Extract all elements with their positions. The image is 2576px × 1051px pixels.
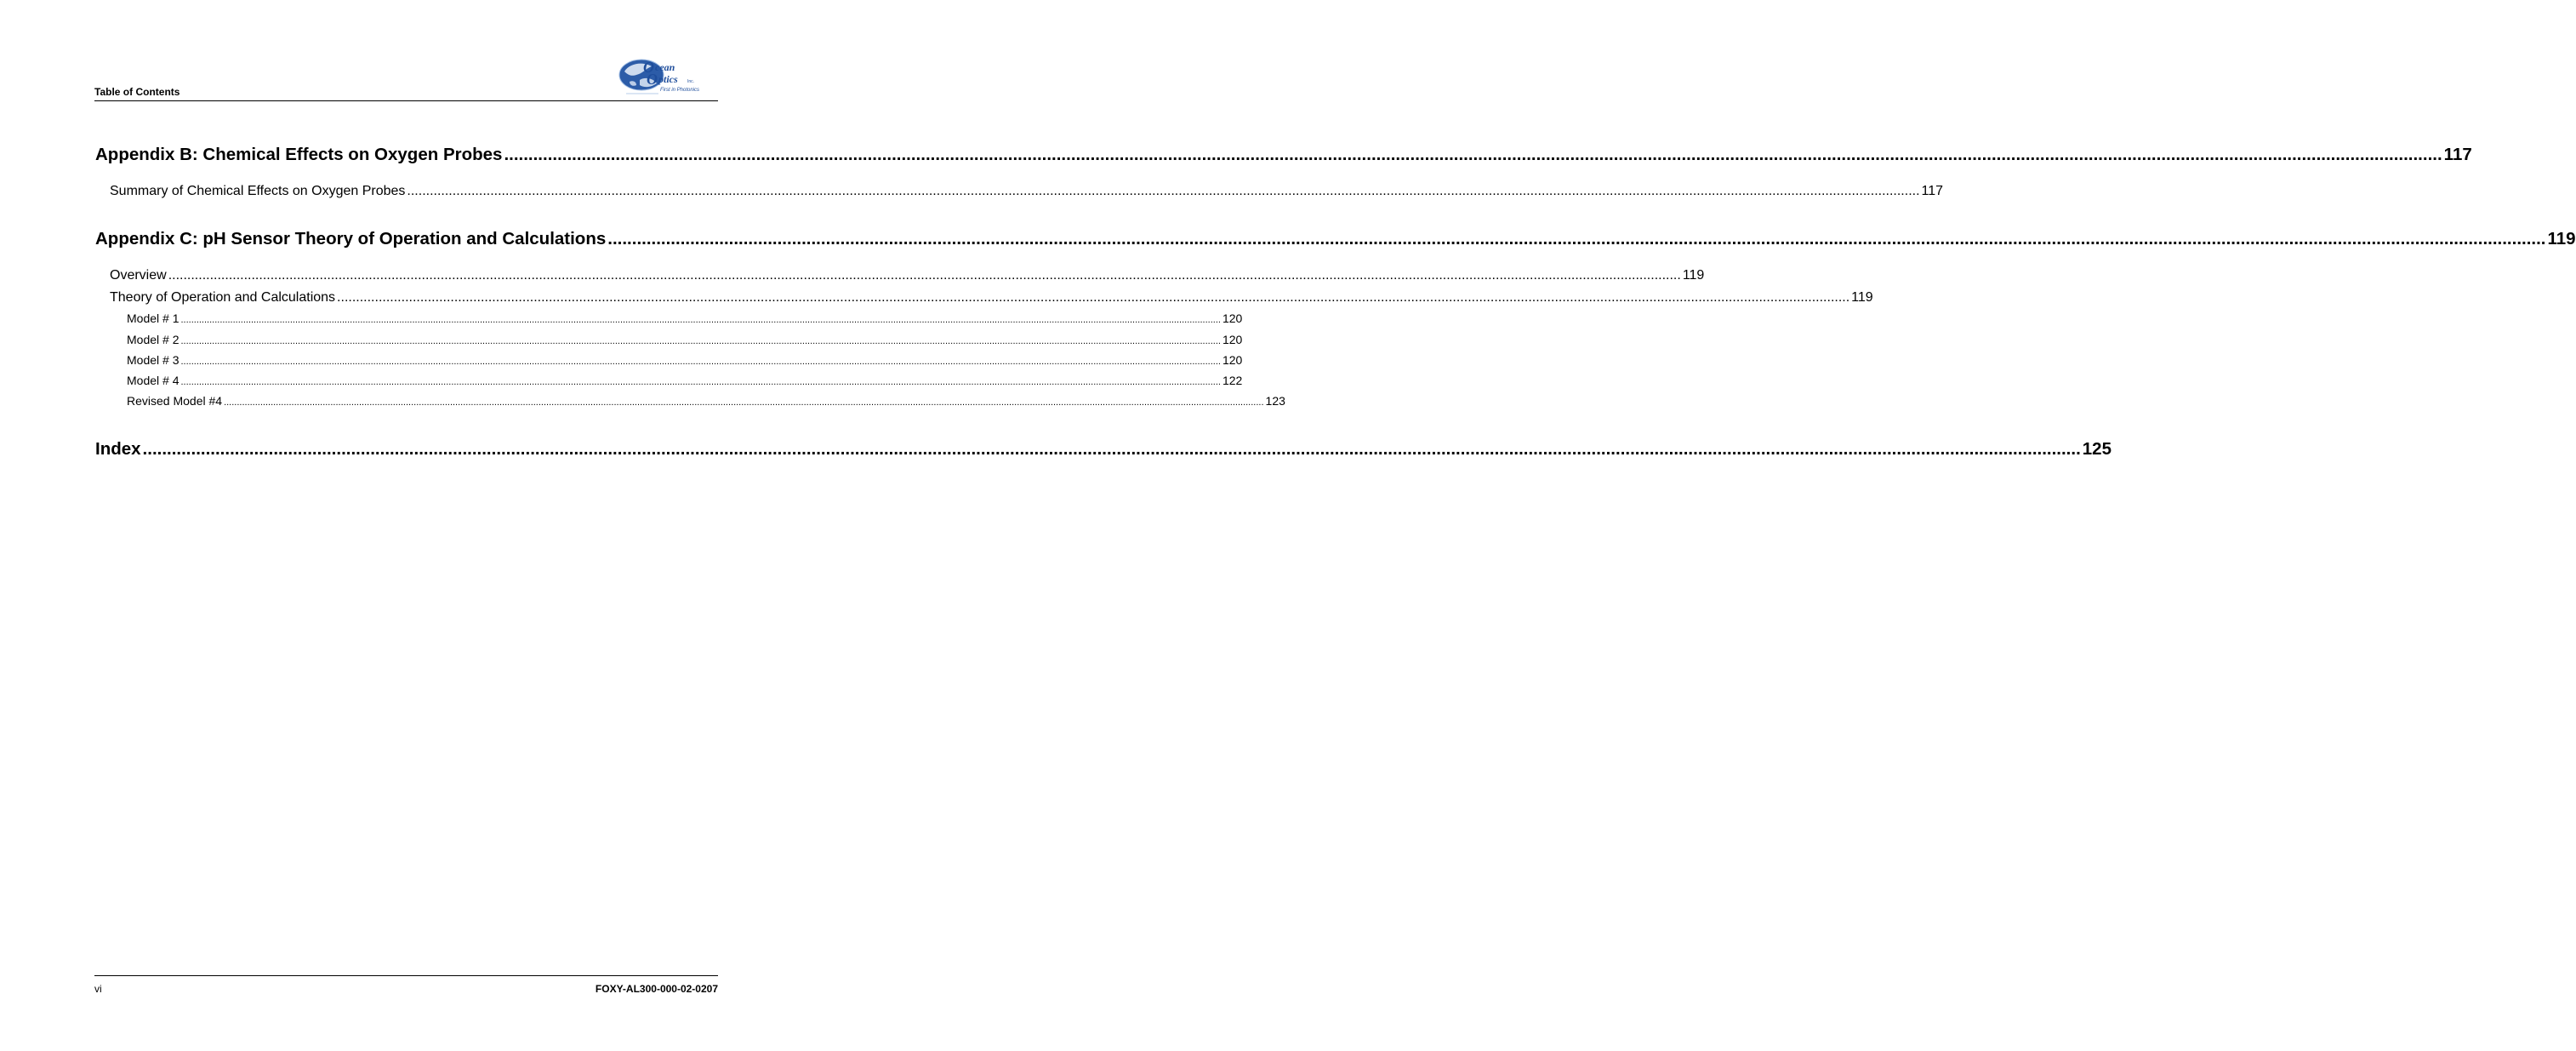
page-header (94, 54, 718, 101)
toc-dot-leader: ................................................................................................................................................................................................................................................................................................................................................................................................................ (607, 229, 2546, 248)
toc-subsection-entry[interactable] (127, 311, 1243, 325)
logo-brand-line-1: cean (655, 61, 675, 73)
toc-dot-leader: ................................................................................................................................................................................................................................................................................................................................................................................................................ (168, 268, 1681, 283)
toc-entry-page: 119 (2547, 229, 2576, 248)
toc-dot-leader: ................................................................................................................................................................................................................................................................................................................................................................................................................ (407, 184, 1920, 198)
footer-document-id: FOXY-AL300-000-02-0207 (595, 983, 718, 995)
toc-entry-page: 117 (2443, 145, 2472, 164)
logo-brand-line-2: ptics (658, 73, 678, 85)
toc-entry-title: Model # 1 (127, 311, 180, 325)
toc-entry-title: Model # 2 (127, 333, 180, 346)
toc-dot-leader: ................................................................................................................................................................................................................................................................................................................................................................................................................ (224, 397, 1264, 408)
ocean-optics-logo-icon (618, 56, 716, 97)
toc-section-entry[interactable] (110, 290, 1873, 306)
toc-subsection-entry[interactable] (127, 374, 1243, 387)
toc-entry-page: 122 (1222, 374, 1243, 387)
toc-entry-title: Theory of Operation and Calculations (110, 290, 336, 305)
toc-entry-page: 119 (1851, 290, 1873, 305)
toc-entry-title: Overview (110, 268, 167, 283)
toc-entry-title: Model # 3 (127, 353, 180, 367)
toc-section-entry[interactable] (110, 184, 1944, 199)
toc-section-entry[interactable] (110, 268, 1705, 283)
toc-subsection-entry[interactable] (127, 394, 1285, 408)
toc-entry-title: Revised Model #4 (127, 394, 223, 408)
toc-entry-title: Index (95, 439, 141, 459)
toc-dot-leader: ................................................................................................................................................................................................................................................................................................................................................................................................................ (180, 357, 1221, 367)
toc-entry-title: Appendix C: pH Sensor Theory of Operation and Calculations (95, 229, 607, 248)
header-section-label: Table of Contents (94, 86, 180, 98)
toc-dot-leader: ................................................................................................................................................................................................................................................................................................................................................................................................................ (337, 290, 1850, 305)
logo-initial-2: O (647, 71, 658, 88)
toc-dot-leader: ................................................................................................................................................................................................................................................................................................................................................................................................................ (180, 336, 1221, 346)
logo-suffix: Inc. (687, 79, 695, 84)
logo-tagline: First in Photonics (660, 88, 700, 93)
toc-dot-leader: ................................................................................................................................................................................................................................................................................................................................................................................................................ (180, 377, 1221, 387)
toc-dot-leader: ................................................................................................................................................................................................................................................................................................................................................................................................................ (142, 439, 2081, 459)
toc-chapter-entry[interactable] (95, 145, 2472, 165)
toc-entry-page: 120 (1222, 311, 1243, 325)
toc-entry-page: 117 (1921, 184, 1944, 198)
toc-entry-title: Model # 4 (127, 374, 180, 387)
toc-subsection-entry[interactable] (127, 333, 1243, 346)
toc-dot-leader: ................................................................................................................................................................................................................................................................................................................................................................................................................ (504, 145, 2442, 164)
toc-entry-page: 123 (1265, 394, 1285, 408)
page-footer (94, 975, 718, 998)
toc-entry-page: 119 (1682, 268, 1705, 283)
toc-entry-title: Appendix B: Chemical Effects on Oxygen Probes (95, 145, 503, 164)
toc-entry-title: Summary of Chemical Effects on Oxygen Probes (110, 184, 406, 198)
toc-entry-page: 125 (2082, 439, 2112, 459)
toc-chapter-entry[interactable] (95, 229, 2576, 249)
logo-initial-1: O (643, 59, 654, 76)
toc-dot-leader: ................................................................................................................................................................................................................................................................................................................................................................................................................ (180, 315, 1221, 325)
toc-chapter-entry[interactable] (95, 439, 2112, 460)
toc-entry-page: 120 (1222, 333, 1243, 346)
toc-subsection-entry[interactable] (127, 353, 1243, 367)
toc-entry-page: 120 (1222, 353, 1243, 367)
footer-page-number: vi (94, 983, 102, 995)
